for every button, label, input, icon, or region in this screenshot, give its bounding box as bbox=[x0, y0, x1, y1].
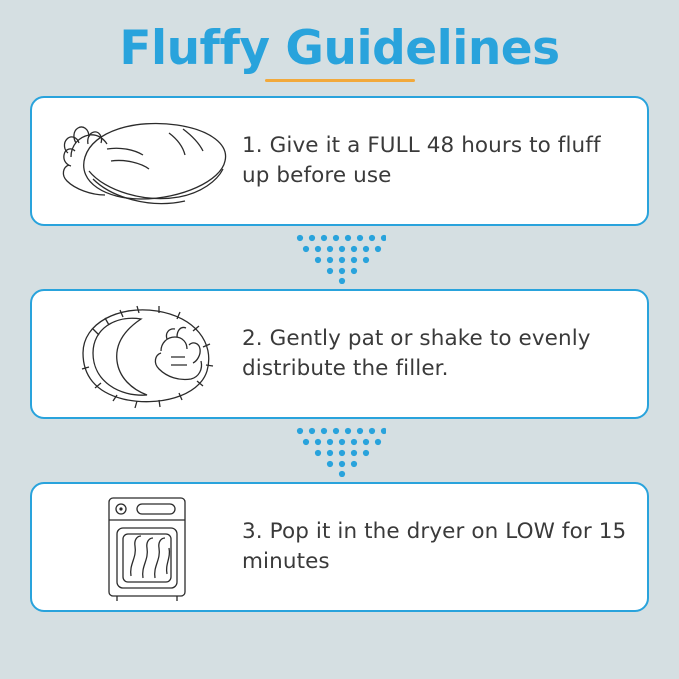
dotted-down-arrow-icon bbox=[294, 232, 386, 284]
dotted-down-arrow-icon bbox=[294, 425, 386, 477]
page-title: Fluffy Guidelines bbox=[119, 21, 560, 76]
step-card-2 bbox=[30, 289, 649, 419]
step-card-3 bbox=[30, 482, 649, 612]
step-text-3: 3. Pop it in the dryer on LOW for 15 minutes bbox=[242, 518, 627, 575]
pillow-pat-icon bbox=[46, 295, 242, 413]
connector-2 bbox=[30, 419, 649, 482]
dryer-icon bbox=[46, 488, 242, 606]
step-text-1: 1. Give it a FULL 48 hours to fluff up before use bbox=[242, 132, 601, 189]
title-block bbox=[30, 0, 649, 82]
pillow-hand-icon bbox=[46, 102, 242, 220]
connector-1 bbox=[30, 226, 649, 289]
step-text-2: 2. Gently pat or shake to evenly distribute the filler. bbox=[242, 325, 591, 382]
step-card-1 bbox=[30, 96, 649, 226]
